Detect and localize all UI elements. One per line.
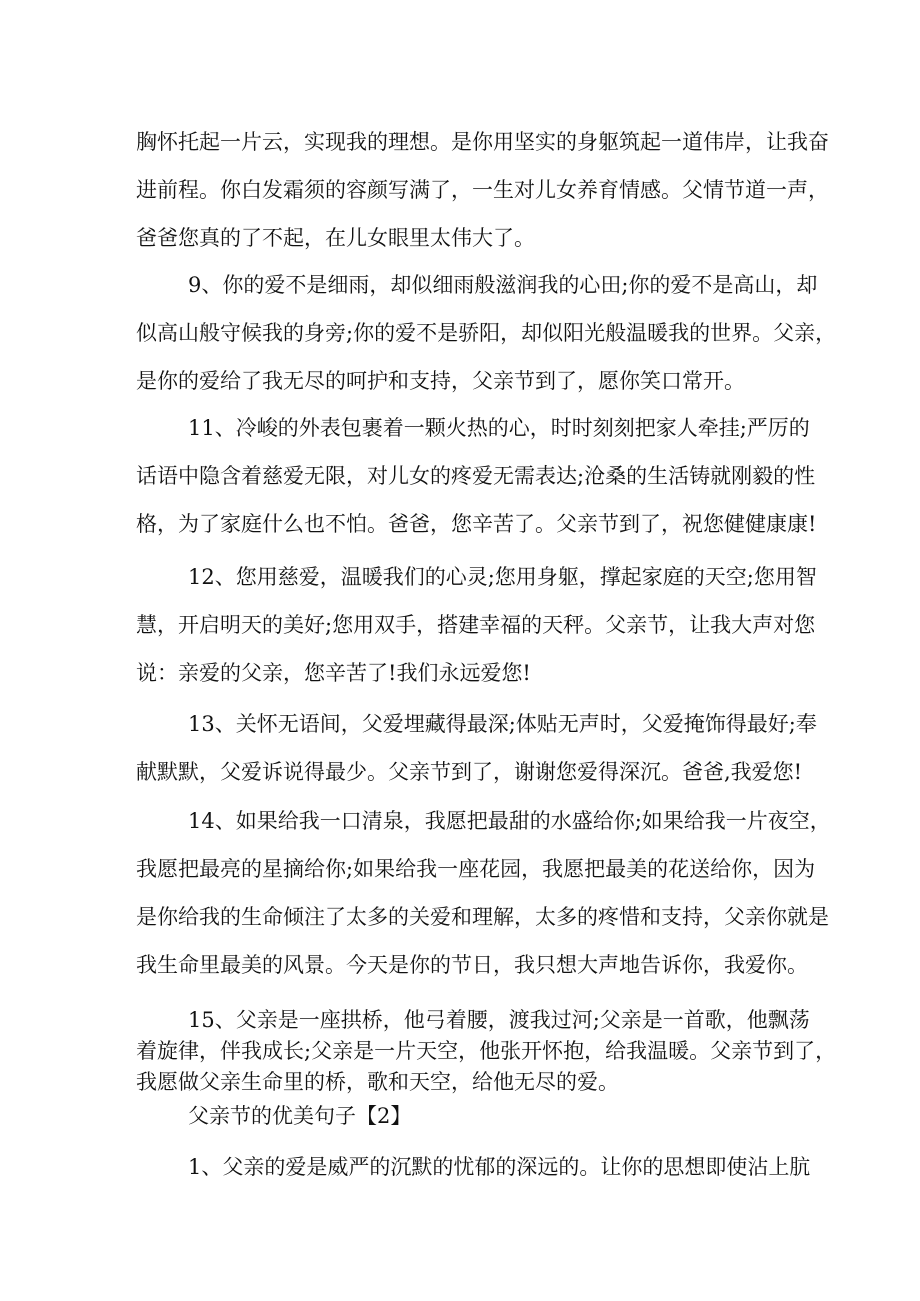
text-line: 15、父亲是一座拱桥，他弓着腰，渡我过河;父亲是一首歌，他飘荡	[188, 1008, 810, 1032]
text-line: 9、你的爱不是细雨，却似细雨般滋润我的心田;你的爱不是高山，却	[188, 273, 818, 297]
paragraph-item-1	[136, 1143, 811, 1191]
paragraph-item-15	[136, 1005, 837, 1098]
text-line: 1、父亲的爱是威严的沉默的忧郁的深远的。让你的思想即使沾上肮	[188, 1155, 811, 1179]
text-line: 格，为了家庭什么也不怕。爸爸，您辛苦了。父亲节到了，祝您健健康康!	[136, 512, 817, 536]
text-line: 似高山般守候我的身旁;你的爱不是骄阳，却似阳光般温暖我的世界。父亲，	[136, 321, 837, 345]
paragraph-item-12	[136, 553, 817, 697]
section-heading	[136, 1092, 802, 1140]
paragraph-item-9	[136, 261, 837, 405]
text-line: 胸怀托起一片云，实现我的理想。是你用坚实的身躯筑起一道伟岸，让我奋	[136, 130, 829, 154]
text-line: 11、冷峻的外表包裹着一颗火热的心，时时刻刻把家人牵挂;严厉的	[188, 416, 810, 440]
text-line: 12、您用慈爱，温暖我们的心灵;您用身躯，撑起家庭的天空;您用智	[188, 565, 817, 589]
paragraph-item-13	[136, 700, 817, 796]
paragraph-item-14	[136, 797, 831, 989]
text-line: 话语中隐含着慈爱无限，对儿女的疼爱无需表达;沧桑的生活铸就刚毅的性	[136, 464, 816, 488]
paragraph-item-11	[136, 404, 817, 548]
text-line: 说：亲爱的父亲，您辛苦了!我们永远爱您!	[136, 661, 531, 685]
heading-line: 父亲节的优美句子【2】	[188, 1104, 412, 1128]
text-line: 13、关怀无语间，父爱埋藏得最深;体贴无声时，父爱掩饰得最好;奉	[188, 712, 817, 736]
text-line: 进前程。你白发霜须的容颜写满了，一生对儿女养育情感。父情节道一声，	[136, 178, 829, 202]
text-line: 爸爸您真的了不起，在儿女眼里太伟大了。	[136, 226, 535, 250]
text-line: 我愿把最亮的星摘给你;如果给我一座花园，我愿把最美的花送给你，因为	[136, 857, 816, 881]
text-line: 献默默，父爱诉说得最少。父亲节到了，谢谢您爱得深沉。爸爸,我爱您!	[136, 760, 803, 784]
text-line: 慧，开启明天的美好;您用双手，搭建幸福的天秤。父亲节，让我大声对您	[136, 613, 816, 637]
text-line: 着旋律，伴我成长;父亲是一片天空，他张开怀抱，给我温暖。父亲节到了，	[136, 1039, 837, 1063]
text-line: 我生命里最美的风景。今天是你的节日，我只想大声地告诉你，我爱你。	[136, 953, 808, 977]
text-line: 14、如果给我一口清泉，我愿把最甜的水盛给你;如果给我一片夜空，	[188, 809, 831, 833]
paragraph-continuation	[136, 118, 829, 262]
text-line: 是你给我的生命倾注了太多的关爱和理解，太多的疼惜和支持，父亲你就是	[136, 905, 829, 929]
text-line: 是你的爱给了我无尽的呵护和支持，父亲节到了，愿你笑口常开。	[136, 369, 745, 393]
text-line: 我愿做父亲生命里的桥，歌和天空，给他无尽的爱。	[136, 1070, 619, 1094]
